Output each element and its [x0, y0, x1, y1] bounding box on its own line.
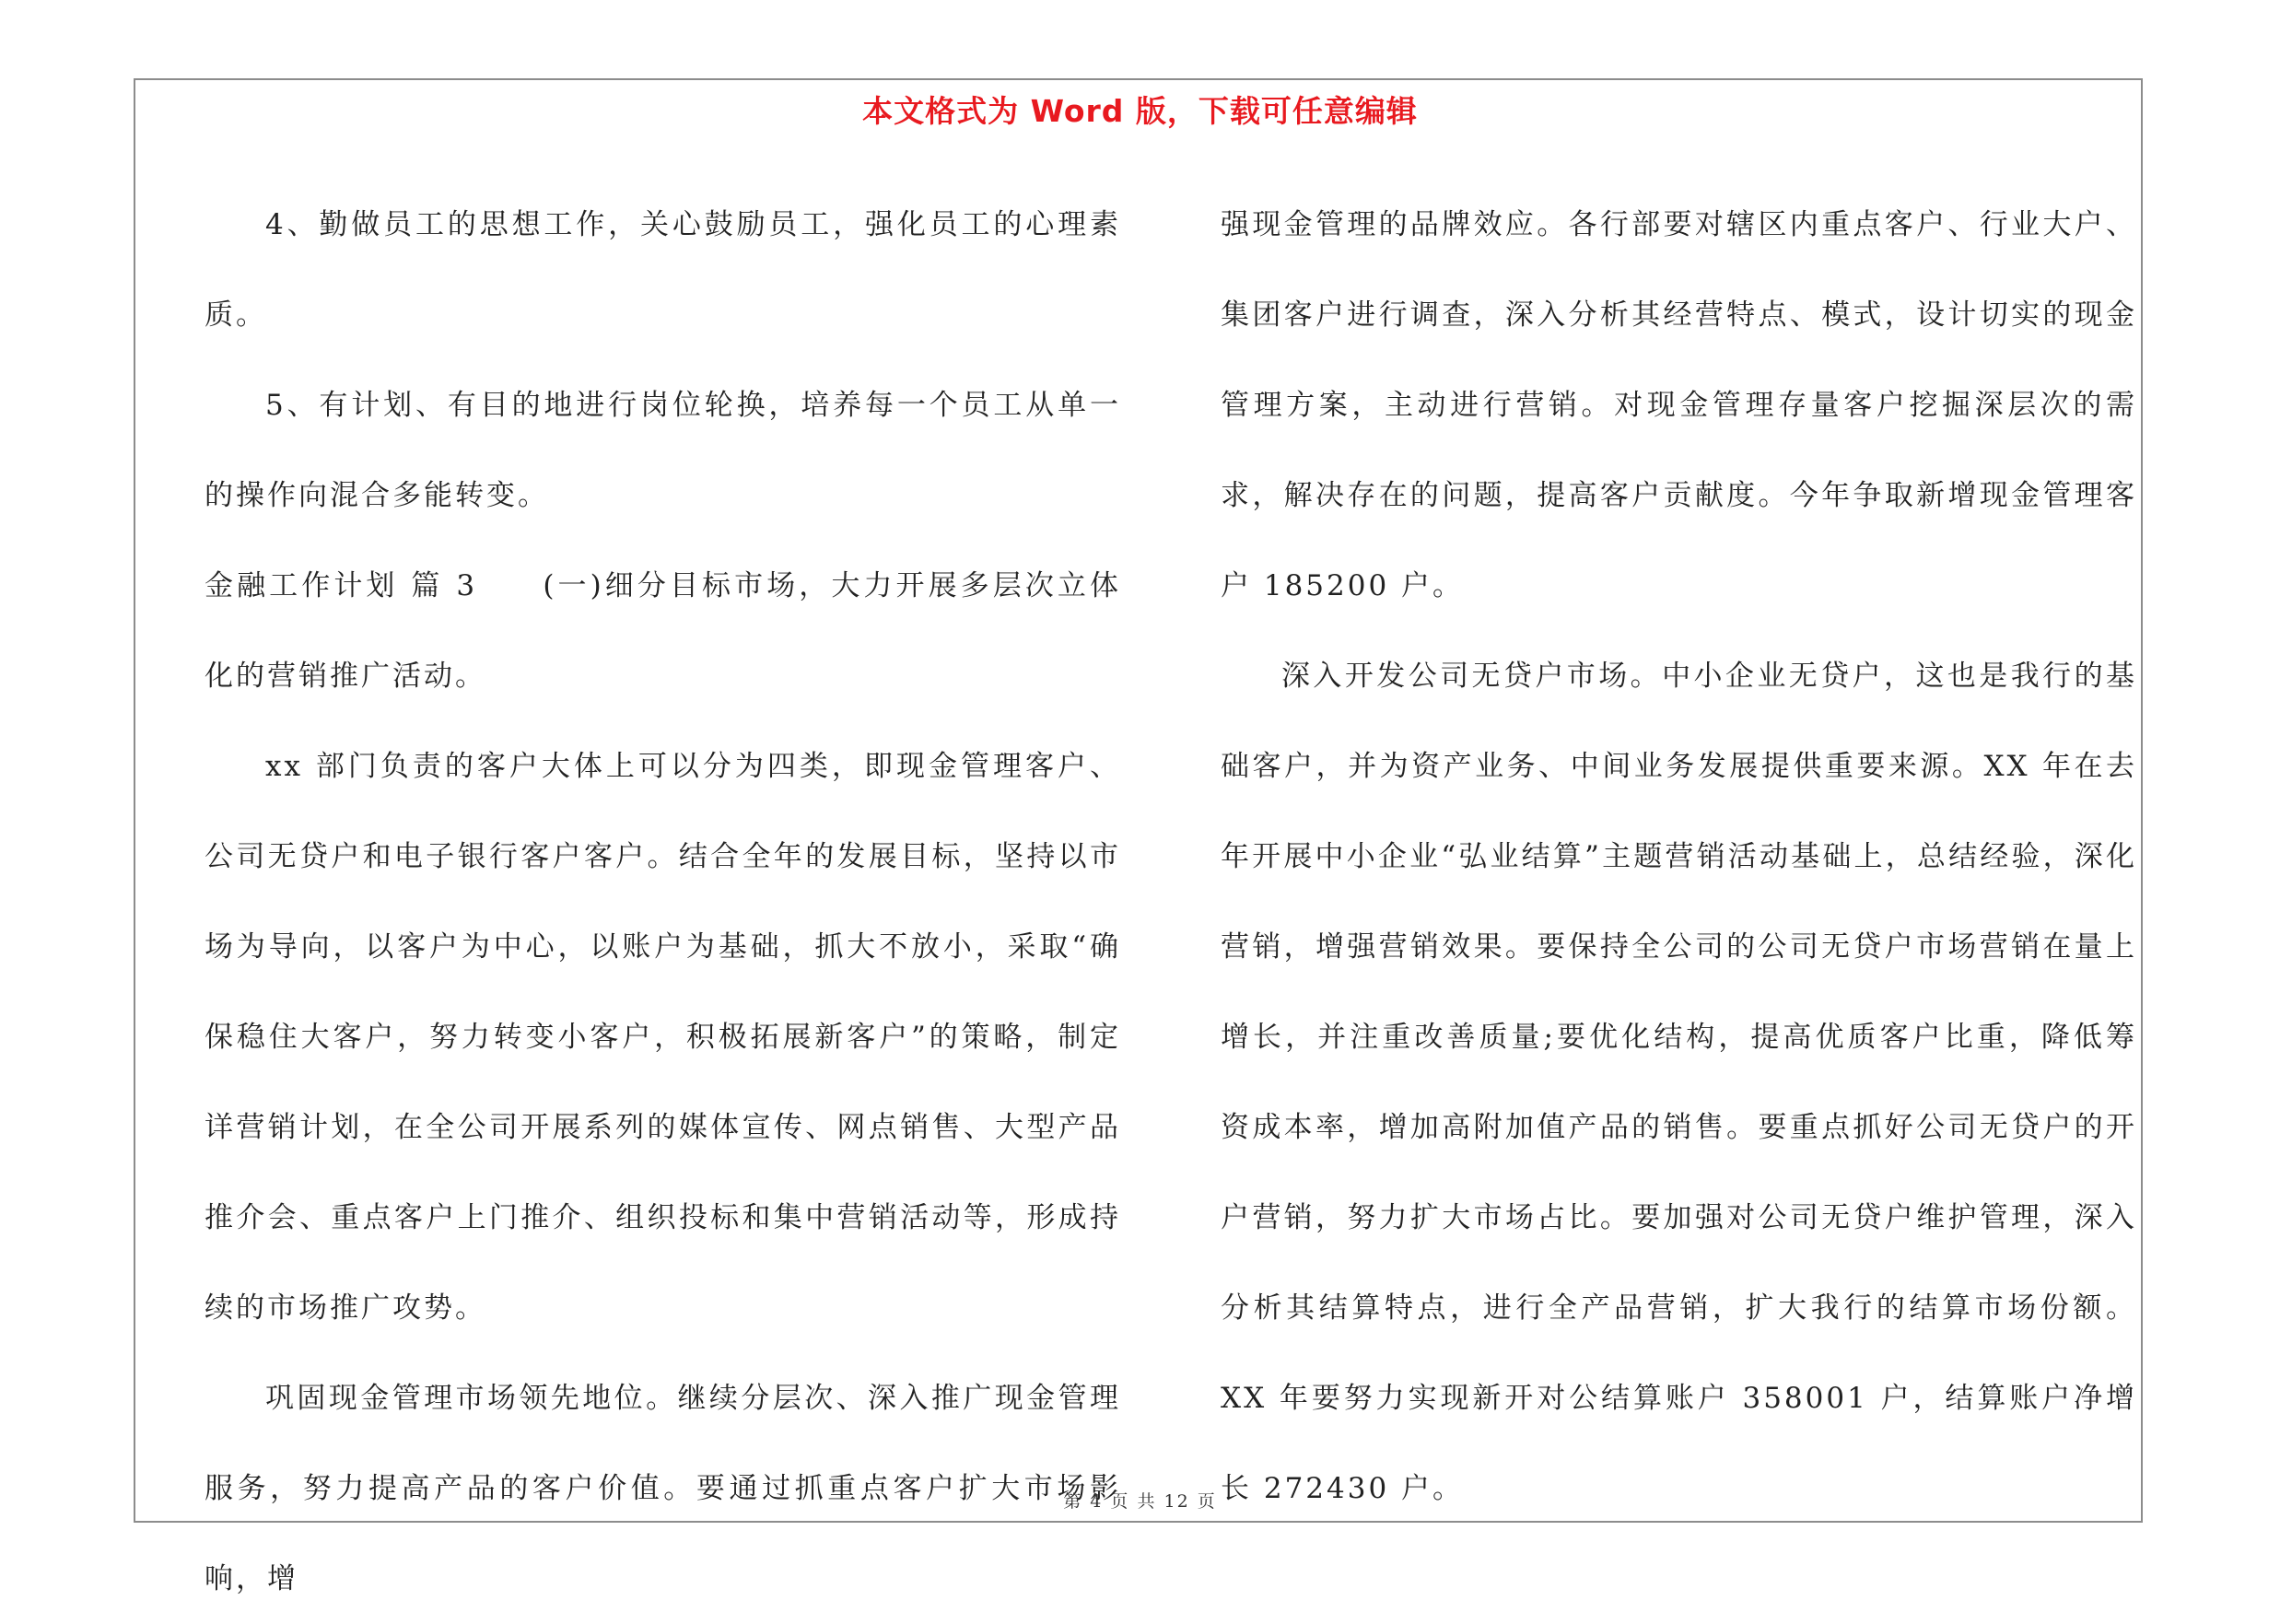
format-notice-banner: 本文格式为 Word 版，下载可任意编辑	[862, 93, 1418, 129]
right-text-column	[1221, 180, 2137, 1534]
paragraph-cash-management: 巩固现金管理市场领先地位。继续分层次、深入推广现金管理服务，努力提高产品的客户价值。要通过抓重点客户扩大市场影响，增	[205, 1382, 1121, 1595]
paragraph-item-5: 5、有计划、有目的地进行岗位轮换，培养每一个员工从单一的操作向混合多能转变。	[205, 389, 1121, 512]
paragraph-item-4: 4、勤做员工的思想工作，关心鼓励员工，强化员工的心理素质。	[205, 208, 1121, 332]
paragraph-brand-effect: 强现金管理的品牌效应。各行部要对辖区内重点客户、行业大户、集团客户进行调查，深入分析其经营特点、模式，设计切实的现金管理方案，主动进行营销。对现金管理存量客户挖掘深层次的需求，解决存在的问题，提高客户贡献度。今年争取新增现金管理客户 185200 户。	[1221, 208, 2137, 602]
section-heading-paragraph: 金融工作计划 篇 3 (一)细分目标市场，大力开展多层次立体化的营销推广活动。	[205, 569, 1121, 693]
paragraph-no-loan-market: 深入开发公司无贷户市场。中小企业无贷户，这也是我行的基础客户，并为资产业务、中间业务发展提供重要来源。XX 年在去年开展中小企业“弘业结算”主题营销活动基础上，总结经验，深化营销，增强营销效果。要保持全公司的公司无贷户市场营销在量上增长，并注重改善质量;要优化结构，提高优质客户比重，降低筹资成本率，增加高附加值产品的销售。要重点抓好公司无贷户的开户营销，努力扩大市场占比。要加强对公司无贷户维护管理，深入分析其结算特点，进行全产品营销，扩大我行的结算市场份额。XX 年要努力实现新开对公结算账户 358001 户，结算账户净增长 272430 户。	[1221, 660, 2137, 1505]
left-text-column	[205, 180, 1121, 1624]
page-number: 第 4 页 共 12 页	[1063, 1491, 1217, 1512]
paragraph-customer-types: xx 部门负责的客户大体上可以分为四类，即现金管理客户、公司无贷户和电子银行客户客户。结合全年的发展目标，坚持以市场为导向，以客户为中心，以账户为基础，抓大不放小，采取“确保稳住大客户，努力转变小客户，积极拓展新客户”的策略，制定详营销计划，在全公司开展系列的媒体宣传、网点销售、大型产品推介会、重点客户上门推介、组织投标和集中营销活动等，形成持续的市场推广攻势。	[205, 750, 1121, 1325]
